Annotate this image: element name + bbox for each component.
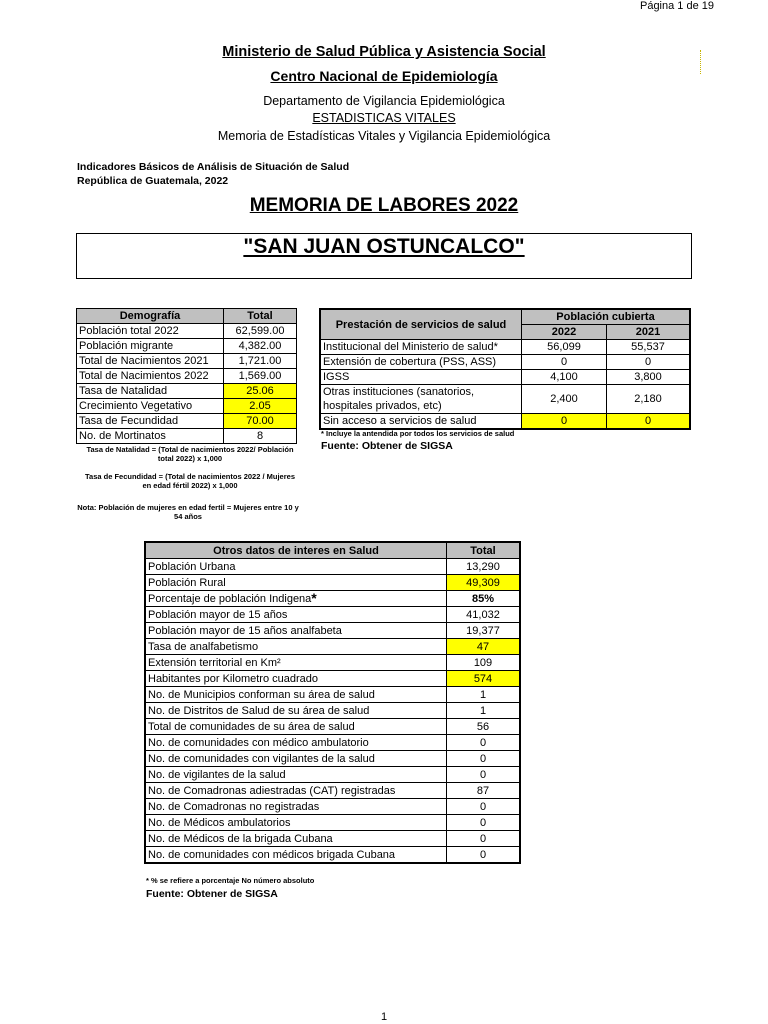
- otros-datos-value: 0: [447, 767, 521, 783]
- otros-datos-row: [145, 575, 520, 591]
- center-title: Centro Nacional de Epidemiología: [270, 68, 498, 84]
- otros-datos-label-cell: [145, 719, 447, 735]
- otros-datos-row: [145, 639, 520, 655]
- poblacion-cubierta-header: Población cubierta: [522, 309, 691, 325]
- servicios-label: Otras instituciones (sanatorios, hospitales privados, etc): [320, 385, 522, 414]
- demografia-value: 25.06: [224, 384, 297, 399]
- otros-datos-value: 41,032: [447, 607, 521, 623]
- municipality-box: [76, 233, 692, 279]
- demografia-label: Crecimiento Vegetativo: [77, 399, 224, 414]
- demografia-row: [77, 369, 297, 384]
- demografia-row: [77, 414, 297, 429]
- otros-datos-label-cell: [145, 559, 447, 575]
- otros-datos-value: 87: [447, 783, 521, 799]
- otros-datos-row: [145, 751, 520, 767]
- servicios-value-2021: 55,537: [607, 340, 691, 355]
- page-number-bottom: 1: [380, 1011, 388, 1023]
- otros-datos-label-cell: [145, 767, 447, 783]
- asterisk-mark: *: [311, 589, 317, 606]
- indicadores-subtitle: Indicadores Básicos de Análisis de Situación de Salud: [77, 161, 350, 173]
- otros-datos-label-cell: [145, 607, 447, 623]
- demografia-label: Tasa de Fecundidad: [77, 414, 224, 429]
- servicios-value-2022: 56,099: [522, 340, 607, 355]
- otros-datos-row: [145, 671, 520, 687]
- otros-datos-label-cell: [145, 591, 447, 607]
- otros-datos-value: 0: [447, 735, 521, 751]
- otros-datos-label-cell: [145, 783, 447, 799]
- demografia-value: 1,569.00: [224, 369, 297, 384]
- demografia-row: [77, 384, 297, 399]
- demografia-row: [77, 429, 297, 444]
- demografia-table: [76, 308, 297, 444]
- otros-datos-label: No. de Médicos ambulatorios: [148, 816, 291, 829]
- otros-datos-label-cell: [145, 671, 447, 687]
- demografia-value: 8: [224, 429, 297, 444]
- servicios-value-2022: 2,400: [522, 385, 607, 414]
- servicios-value-2021: 3,800: [607, 370, 691, 385]
- otros-datos-label-cell: [145, 623, 447, 639]
- servicios-footnote: * Incluye la antendida por todos los servicios de salud: [321, 429, 515, 438]
- otros-total-header: Total: [447, 542, 521, 559]
- otros-datos-value: 0: [447, 815, 521, 831]
- otros-datos-label-cell: [145, 831, 447, 847]
- margin-marks: [700, 50, 704, 74]
- demografia-label: Total de Nacimientos 2021: [77, 354, 224, 369]
- otros-datos-row: [145, 703, 520, 719]
- otros-datos-value: 1: [447, 687, 521, 703]
- otros-datos-label: Tasa de analfabetismo: [148, 640, 259, 653]
- otros-datos-label-cell: [145, 799, 447, 815]
- demografia-total-header: Total: [224, 309, 297, 324]
- demografia-label: Población migrante: [77, 339, 224, 354]
- servicios-row: [320, 340, 690, 355]
- demografia-value: 70.00: [224, 414, 297, 429]
- otros-datos-label: Población mayor de 15 años: [148, 608, 288, 621]
- servicios-label: Extensión de cobertura (PSS, ASS): [320, 355, 522, 370]
- otros-datos-row: [145, 815, 520, 831]
- servicios-label: Institucional del Ministerio de salud*: [320, 340, 522, 355]
- otros-datos-value: 0: [447, 751, 521, 767]
- otros-datos-value: 47: [447, 639, 521, 655]
- memoria-line: Memoria de Estadísticas Vitales y Vigilancia Epidemiológica: [217, 129, 551, 143]
- year-2022-header: 2022: [522, 325, 607, 340]
- otros-datos-value: 13,290: [447, 559, 521, 575]
- otros-datos-label: No. de vigilantes de la salud: [148, 768, 286, 781]
- otros-datos-row: [145, 719, 520, 735]
- otros-datos-header: Otros datos de interes en Salud: [145, 542, 447, 559]
- servicios-value-2022: 4,100: [522, 370, 607, 385]
- otros-datos-label: No. de comunidades con médicos brigada Cubana: [148, 848, 396, 861]
- servicios-fuente: Fuente: Obtener de SIGSA: [321, 440, 453, 452]
- otros-datos-row: [145, 687, 520, 703]
- otros-datos-label-cell: [145, 703, 447, 719]
- demografia-label: Total de Nacimientos 2022: [77, 369, 224, 384]
- demografia-label: Población total 2022: [77, 324, 224, 339]
- demografia-label: Tasa de Natalidad: [77, 384, 224, 399]
- section-line: ESTADISTICAS VITALES: [312, 111, 456, 125]
- otros-datos-rows: [145, 559, 520, 864]
- country-year-subtitle: República de Guatemala, 2022: [77, 175, 229, 187]
- otros-datos-row: [145, 831, 520, 847]
- servicios-table: [319, 308, 691, 430]
- demografia-value: 4,382.00: [224, 339, 297, 354]
- otros-datos-label: Extensión territorial en Km²: [148, 656, 281, 669]
- otros-datos-label: Población Urbana: [148, 560, 236, 573]
- otros-datos-row: [145, 735, 520, 751]
- report-title: MEMORIA DE LABORES 2022: [249, 195, 519, 216]
- otros-datos-label-cell: [145, 815, 447, 831]
- servicios-value-2021: 0: [607, 414, 691, 430]
- otros-datos-label: No. de comunidades con médico ambulatorio: [148, 736, 369, 749]
- servicios-row: [320, 385, 690, 414]
- otros-datos-value: 1: [447, 703, 521, 719]
- otros-datos-label-cell: [145, 639, 447, 655]
- servicios-value-2022: 0: [522, 355, 607, 370]
- otros-datos-row: [145, 607, 520, 623]
- natalidad-note: Tasa de Natalidad = (Total de nacimientos 2022/ Población total 2022) x 1,000: [86, 445, 294, 463]
- page-number-top: Página 1 de 19: [639, 0, 714, 12]
- servicios-rows: [320, 340, 690, 430]
- otros-datos-row: [145, 847, 520, 864]
- demografia-value: 2.05: [224, 399, 297, 414]
- demografia-rows: [77, 324, 297, 444]
- servicios-value-2022: 0: [522, 414, 607, 430]
- otros-datos-label: Población mayor de 15 años analfabeta: [148, 624, 342, 637]
- servicios-row: [320, 355, 690, 370]
- otros-fuente: Fuente: Obtener de SIGSA: [146, 888, 278, 900]
- servicios-row: [320, 370, 690, 385]
- demografia-row: [77, 324, 297, 339]
- servicios-value-2021: 0: [607, 355, 691, 370]
- otros-datos-label-cell: [145, 575, 447, 591]
- demografia-row: [77, 399, 297, 414]
- otros-datos-label: Total de comunidades de su área de salud: [148, 720, 355, 733]
- otros-datos-value: 19,377: [447, 623, 521, 639]
- demografia-label: No. de Mortinatos: [77, 429, 224, 444]
- otros-datos-label: No. de Comadronas adiestradas (CAT) registradas: [148, 784, 396, 797]
- otros-datos-label: Porcentaje de población Indigena: [148, 592, 312, 605]
- otros-datos-value: 0: [447, 831, 521, 847]
- demografia-value: 62,599.00: [224, 324, 297, 339]
- otros-datos-label: No. de Comadronas no registradas: [148, 800, 320, 813]
- otros-datos-label: Habitantes por Kilometro cuadrado: [148, 672, 318, 685]
- department-line: Departamento de Vigilancia Epidemiológica: [263, 94, 505, 108]
- otros-datos-label-cell: [145, 735, 447, 751]
- otros-datos-value: 49,309: [447, 575, 521, 591]
- servicios-label: Sin acceso a servicios de salud: [320, 414, 522, 430]
- otros-datos-label: No. de Distritos de Salud de su área de salud: [148, 704, 370, 717]
- demografia-header: Demografía: [77, 309, 224, 324]
- otros-datos-row: [145, 559, 520, 575]
- otros-datos-row: [145, 623, 520, 639]
- otros-datos-label-cell: [145, 751, 447, 767]
- demografia-row: [77, 354, 297, 369]
- demografia-row: [77, 339, 297, 354]
- municipality-name: "SAN JUAN OSTUNCALCO": [243, 235, 525, 258]
- otros-datos-label: No. de Municipios conforman su área de salud: [148, 688, 375, 701]
- otros-datos-row: [145, 655, 520, 671]
- ministry-title: Ministerio de Salud Pública y Asistencia Social: [222, 44, 546, 60]
- otros-datos-value: 0: [447, 847, 521, 864]
- servicios-header: Prestación de servicios de salud: [320, 309, 522, 340]
- otros-datos-label-cell: [145, 847, 447, 864]
- otros-datos-table: [144, 541, 521, 864]
- servicios-value-2021: 2,180: [607, 385, 691, 414]
- otros-datos-label-cell: [145, 655, 447, 671]
- otros-datos-row: [145, 799, 520, 815]
- otros-datos-row: [145, 767, 520, 783]
- otros-footnote: * % se refiere a porcentaje No número absoluto: [146, 876, 315, 885]
- otros-datos-value: 85%: [447, 591, 521, 607]
- otros-datos-label: Población Rural: [148, 576, 226, 589]
- otros-datos-row: [145, 591, 520, 607]
- otros-datos-value: 56: [447, 719, 521, 735]
- mujeres-note: Nota: Población de mujeres en edad fertil = Mujeres entre 10 y 54 años: [77, 503, 299, 521]
- otros-datos-label-cell: [145, 687, 447, 703]
- otros-datos-value: 0: [447, 799, 521, 815]
- demografia-value: 1,721.00: [224, 354, 297, 369]
- servicios-row: [320, 414, 690, 430]
- otros-datos-row: [145, 783, 520, 799]
- year-2021-header: 2021: [607, 325, 691, 340]
- otros-datos-label: No. de comunidades con vigilantes de la salud: [148, 752, 375, 765]
- otros-datos-value: 109: [447, 655, 521, 671]
- servicios-label: IGSS: [320, 370, 522, 385]
- otros-datos-label: No. de Médicos de la brigada Cubana: [148, 832, 333, 845]
- fecundidad-note: Tasa de Fecundidad = (Total de nacimientos 2022 / Mujeres en edad fértil 2022) x 1,000: [85, 472, 295, 490]
- otros-datos-value: 574: [447, 671, 521, 687]
